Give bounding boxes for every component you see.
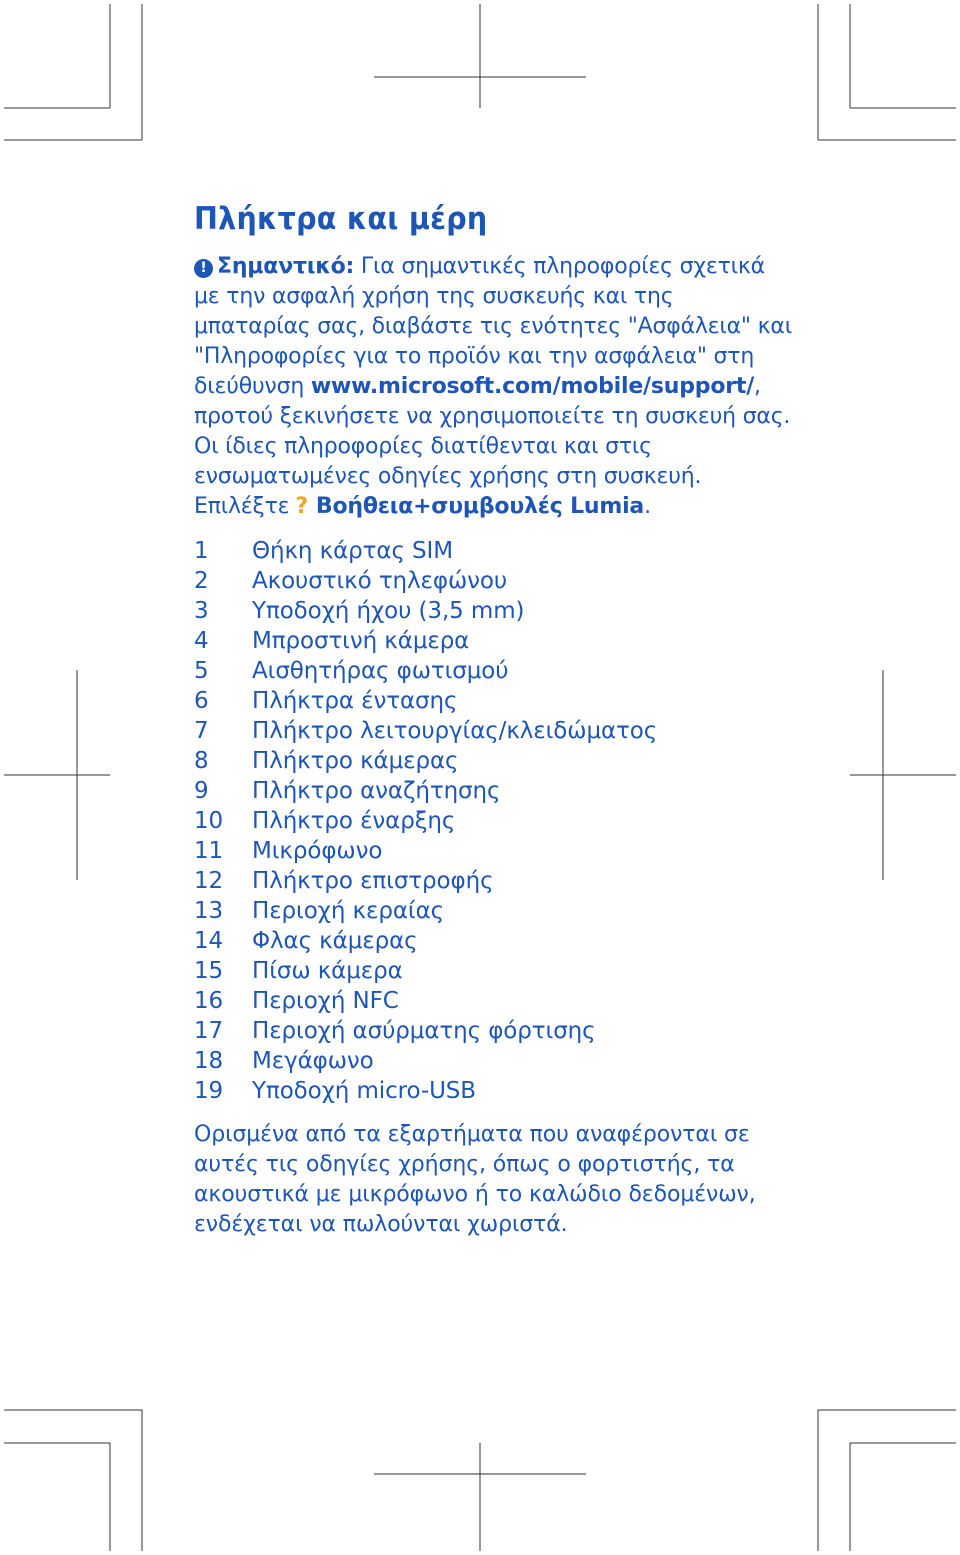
part-number: 16 (194, 988, 224, 1014)
part-label: Πλήκτρο αναζήτησης (252, 778, 501, 804)
list-item (194, 806, 794, 836)
exclamation-circle-icon: ! (194, 259, 213, 278)
part-number: 8 (194, 748, 209, 774)
list-item (194, 926, 794, 956)
part-label: Υποδοχή ήχου (3,5 mm) (252, 598, 525, 624)
list-item (194, 1016, 794, 1046)
list-item (194, 716, 794, 746)
part-number: 13 (194, 898, 224, 924)
part-label: Πλήκτρο κάμερας (252, 748, 459, 774)
part-label: Πίσω κάμερα (252, 958, 403, 984)
help-question-icon: ? (295, 494, 308, 519)
part-label: Ακουστικό τηλεφώνου (252, 568, 508, 594)
part-label: Περιοχή NFC (252, 988, 399, 1014)
important-label: Σημαντικό: (217, 254, 355, 279)
part-label: Μπροστινή κάμερα (252, 628, 470, 654)
part-number: 1 (194, 538, 209, 564)
part-label: Υποδοχή micro-USB (252, 1078, 476, 1104)
important-text-continued: , προτού ξεκινήσετε να χρησιμοποιείτε τη συσκευή σας. Οι ίδιες πληροφορίες διατίθενται και στις ενσωματωμένες οδηγίες χρήσης στη συσκευή. Επιλέξτε (194, 374, 791, 519)
part-label: Πλήκτρο επιστροφής (252, 868, 494, 894)
part-label: Θήκη κάρτας SIM (252, 538, 453, 564)
part-label: Περιοχή ασύρματης φόρτισης (252, 1018, 596, 1044)
support-url-link[interactable]: www.microsoft.com/mobile/support/ (310, 374, 755, 399)
part-label: Πλήκτρο λειτουργίας/κλειδώματος (252, 718, 658, 744)
parts-list (194, 536, 794, 1106)
list-item (194, 686, 794, 716)
part-number: 2 (194, 568, 209, 594)
footer-note: Ορισμένα από τα εξαρτήματα που αναφέρονται σε αυτές τις οδηγίες χρήσης, όπως ο φορτιστής, τα ακουστικά με μικρόφωνο ή το καλώδιο δεδομένων, ενδέχεται να πωλούνται χωριστά. (194, 1122, 756, 1237)
list-item (194, 896, 794, 926)
list-item (194, 596, 794, 626)
list-item (194, 566, 794, 596)
part-label: Πλήκτρα έντασης (252, 688, 458, 714)
list-item (194, 836, 794, 866)
list-item (194, 866, 794, 896)
part-number: 12 (194, 868, 224, 894)
part-label: Φλας κάμερας (252, 928, 418, 954)
part-label: Μικρόφωνο (252, 838, 383, 864)
part-label: Μεγάφωνο (252, 1048, 374, 1074)
list-item (194, 746, 794, 776)
list-item (194, 1076, 794, 1106)
list-item (194, 956, 794, 986)
part-number: 15 (194, 958, 224, 984)
part-number: 10 (194, 808, 224, 834)
part-number: 5 (194, 658, 209, 684)
important-end: . (644, 494, 651, 519)
part-number: 11 (194, 838, 224, 864)
part-number: 6 (194, 688, 209, 714)
part-label: Περιοχή κεραίας (252, 898, 445, 924)
list-item (194, 536, 794, 566)
part-number: 9 (194, 778, 209, 804)
part-number: 17 (194, 1018, 224, 1044)
important-text: Για σημαντικές πληροφορίες σχετικά με την ασφαλή χρήση της συσκευής και της μπαταρίας σας, διαβάστε τις ενότητες "Ασφάλεια" και "Πληροφορίες για το προϊόν και την ασφάλεια" στη διεύθυνση (194, 254, 792, 399)
part-number: 4 (194, 628, 209, 654)
part-number: 3 (194, 598, 209, 624)
page-content (194, 196, 794, 1240)
list-item (194, 656, 794, 686)
list-item (194, 776, 794, 806)
part-label: Αισθητήρας φωτισμού (252, 658, 509, 684)
page-title: Πλήκτρα και μέρη (194, 201, 488, 237)
list-item (194, 986, 794, 1016)
part-number: 19 (194, 1078, 224, 1104)
part-number: 14 (194, 928, 224, 954)
part-number: 18 (194, 1048, 224, 1074)
list-item (194, 626, 794, 656)
part-number: 7 (194, 718, 209, 744)
list-item (194, 1046, 794, 1076)
important-note (194, 252, 794, 522)
help-tips-link[interactable]: Βοήθεια+συμβουλές Lumia (315, 494, 645, 519)
part-label: Πλήκτρο έναρξης (252, 808, 456, 834)
